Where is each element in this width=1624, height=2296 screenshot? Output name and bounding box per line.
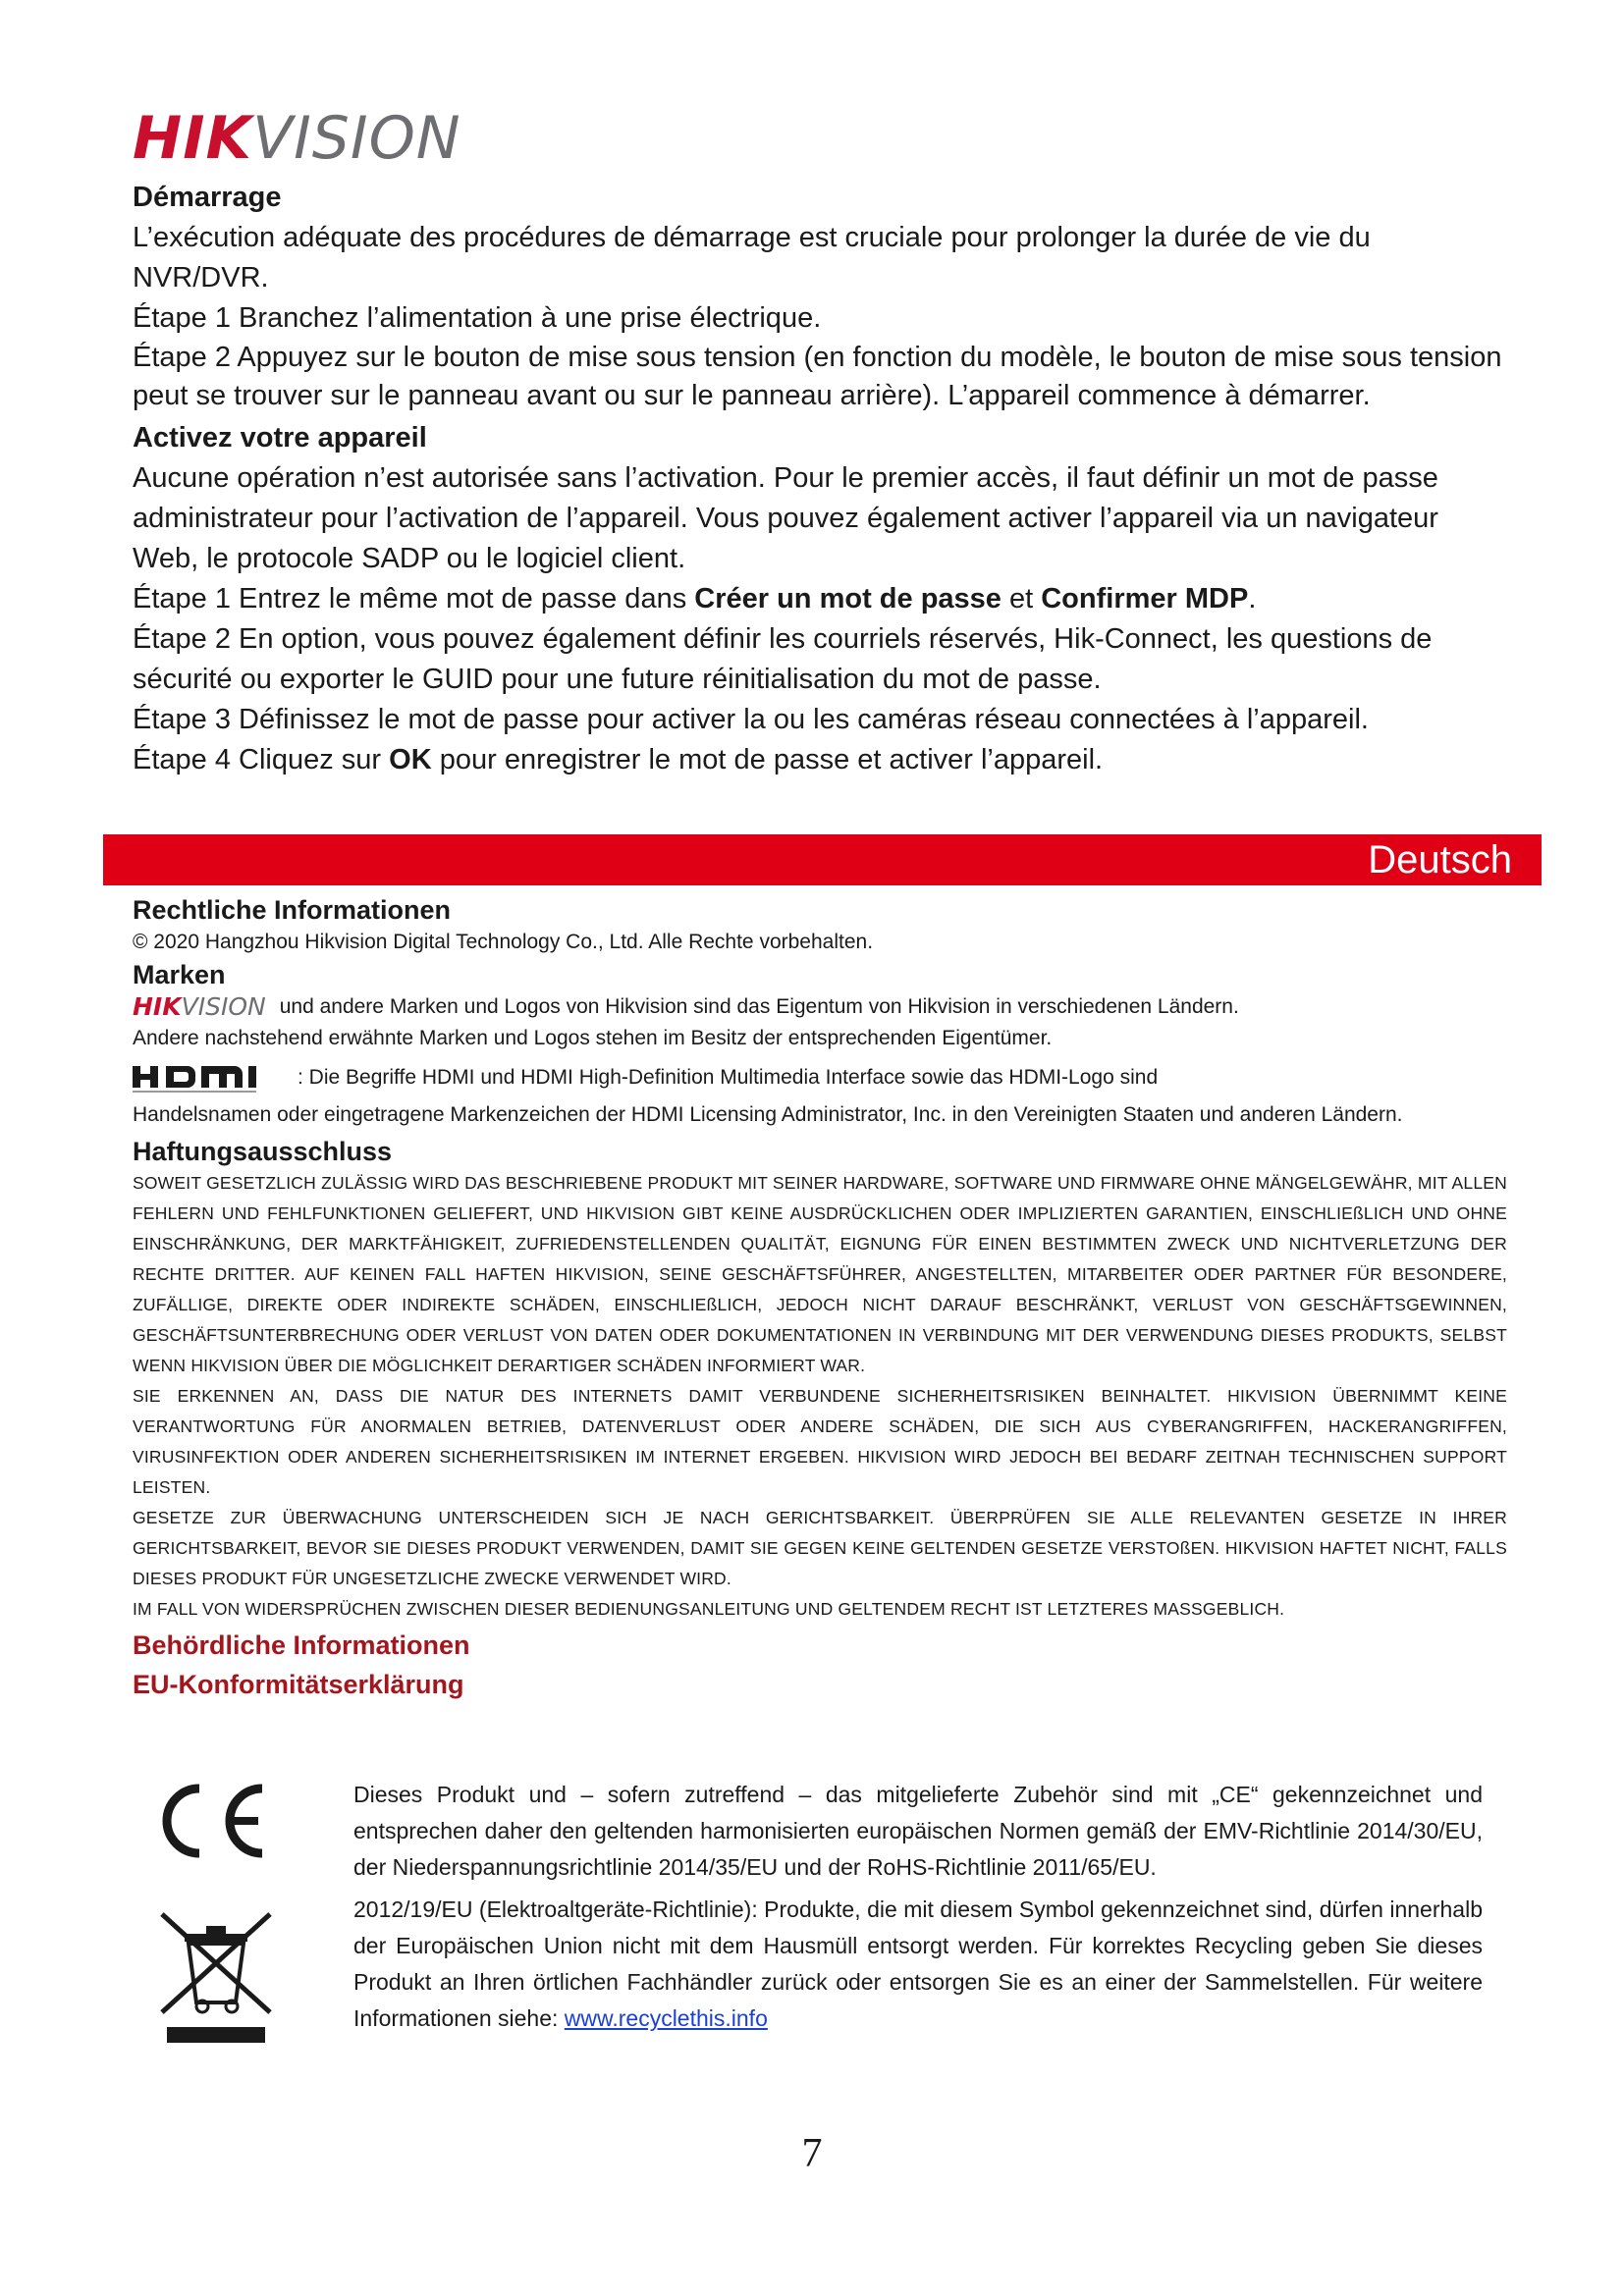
weee-bin-icon — [147, 1904, 285, 2052]
hdmi-row — [133, 1062, 1507, 1095]
activate-step-2: Étape 2 En option, vous pouvez également définir les courriels réservés, Hik-Connect, les questions de sécurité ou exporter le GUID pour une future réinitialisation du mot de passe. — [133, 623, 1433, 695]
heading-eu-conformity: EU-Konformitätserklärung — [133, 1670, 464, 1699]
step1-end: . — [1248, 583, 1257, 614]
heading-activate: Activez votre appareil — [133, 422, 427, 454]
step4-text: Étape 4 Cliquez sur — [133, 744, 390, 775]
page-number: 7 — [801, 2131, 823, 2176]
step1-bold-create: Créer un mot de passe — [694, 583, 1001, 614]
logo-vision: VISION — [252, 104, 461, 173]
activate-step-3: Étape 3 Définissez le mot de passe pour activer la ou les caméras réseau connectées à l’appareil. — [133, 704, 1369, 735]
language-label: Deutsch — [1368, 838, 1512, 881]
hikvision-mini-logo — [133, 991, 266, 1023]
step1-and: et — [1001, 583, 1042, 614]
hdmi-text-1: : Die Begriffe HDMI und HDMI High-Definition Multimedia Interface sowie das HDMI-Logo sind — [298, 1066, 1159, 1089]
disclaimer-4: IM FALL VON WIDERSPRÜCHEN ZWISCHEN DIESER BEDIENUNGSANLEITUNG UND GELTENDEM RECHT IST LETZTERES MASSGEBLICH. — [133, 1599, 1285, 1619]
startup-step-2: Étape 2 Appuyez sur le bouton de mise sous tension (en fonction du modèle, le bouton de mise sous tension peut se trouver sur le panneau avant ou sur le panneau arrière). L’appareil commence à démarrer. — [133, 342, 1502, 411]
recycle-link[interactable]: www.recyclethis.info — [564, 2005, 768, 2031]
mini-logo-hik: HIK — [133, 992, 182, 1021]
eu-text-block — [353, 1777, 1483, 2043]
activate-step-4 — [133, 740, 1507, 780]
heading-startup: Démarrage — [133, 182, 282, 213]
marks-text-2: Andere nachstehend erwähnte Marken und Logos stehen im Besitz der entsprechenden Eigentümer. — [133, 1027, 1053, 1049]
heading-regulatory: Behördliche Informationen — [133, 1630, 470, 1660]
step4-bold-ok: OK — [389, 744, 432, 775]
disclaimer-3: GESETZE ZUR ÜBERWACHUNG UNTERSCHEIDEN SICH JE NACH GERICHTSBARKEIT. ÜBERPRÜFEN SIE ALLE RELEVANTEN GESETZE IN IHRER GERICHTSBARKEIT, BEVOR SIE DIESES PRODUKT VERWENDEN, DAMIT SIE GEGEN KEINE GELTENDEN GESETZE VERSTOßEN. HIKVISION HAFTET NICHT, FALLS DIESES PRODUKT FÜR UNGESETZLICHE ZWECKE VERWENDET WIRD. — [133, 1508, 1507, 1588]
heading-marks: Marken — [133, 960, 226, 989]
hdmi-text-2: Handelsnamen oder eingetragene Markenzeichen der HDMI Licensing Administrator, Inc. in den Vereinigten Staaten und anderen Ländern. — [133, 1103, 1403, 1126]
weee-text: 2012/19/EU (Elektroaltgeräte-Richtlinie): Produkte, die mit diesem Symbol gekennzeichnet sind, dürfen innerhalb der Europäischen Union nicht mit dem Hausmüll entsorgt werden. Für korrektes Recycling geben Sie dieses Produkt an Ihren örtlichen Fachhändler zurück oder entsorgen Sie es an einer der Sammelstellen. Für weitere Informationen siehe: — [353, 1896, 1483, 2031]
step4-end: pour enregistrer le mot de passe et activer l’appareil. — [431, 744, 1104, 775]
hdmi-logo-icon — [133, 1062, 290, 1095]
mini-logo-vision: VISION — [181, 992, 266, 1021]
french-section — [133, 177, 1507, 780]
ce-statement: Dieses Produkt und – sofern zutreffend – das mitgelieferte Zubehör sind mit „CE“ gekennzeichnet und entsprechen daher den geltenden harmonisierten europäischen Normen gemäß der EMV-Richtlinie 2014/30/EU, der Niederspannungsrichtlinie 2014/35/EU und der RoHS-Richtlinie 2011/65/EU. — [353, 1782, 1483, 1880]
step1-text: Étape 1 Entrez le même mot de passe dans — [133, 583, 695, 614]
step1-bold-confirm: Confirmer MDP — [1041, 583, 1249, 614]
disclaimer-1: SOWEIT GESETZLICH ZULÄSSIG WIRD DAS BESCHRIEBENE PRODUKT MIT SEINER HARDWARE, SOFTWARE UND FIRMWARE OHNE MÄNGELGEWÄHR, MIT ALLEN FEHLERN UND FEHLFUNKTIONEN GELIEFERT, UND HIKVISION GIBT KEINE AUSDRÜCKLICHEN ODER IMPLIZIERTEN GARANTIEN, EINSCHLIEßLICH UND OHNE EINSCHRÄNKUNG, DER MARKTFÄHIGKEIT, ZUFRIEDENSTELLENDEN QUALITÄT, EIGNUNG FÜR EINEN BESTIMMTEN ZWECK UND NICHTVERLETZUNG DER RECHTE DRITTER. AUF KEINEN FALL HAFTEN HIKVISION, SEINE GESCHÄFTSFÜHRER, ANGESTELLTEN, MITARBEITER ODER PARTNER FÜR BESONDERE, ZUFÄLLIGE, DIREKTE ODER INDIREKTE SCHÄDEN, EINSCHLIEßLICH, JEDOCH NICHT DARAUF BESCHRÄNKT, VERLUST VON GESCHÄFTSGEWINNEN, GESCHÄFTSUNTERBRECHUNG ODER VERLUST VON DATEN ODER DOKUMENTATIONEN IN VERBINDUNG MIT DER VERWENDUNG DIESES PRODUKTS, SELBST WENN HIKVISION ÜBER DIE MÖGLICHKEIT DERARTIGER SCHÄDEN INFORMIERT WAR. — [133, 1173, 1507, 1375]
weee-statement — [353, 1892, 1483, 2037]
german-section — [133, 893, 1507, 1701]
startup-intro: L’exécution adéquate des procédures de démarrage est cruciale pour prolonger la durée de vie du NVR/DVR. — [133, 222, 1371, 294]
startup-step-1: Étape 1 Branchez l’alimentation à une prise électrique. — [133, 302, 822, 334]
logo-hik: HIK — [133, 104, 253, 173]
copyright: © 2020 Hangzhou Hikvision Digital Technology Co., Ltd. Alle Rechte vorbehalten. — [133, 931, 874, 953]
hikvision-logo — [133, 104, 486, 173]
activate-step-1 — [133, 579, 1507, 619]
marks-text-1: und andere Marken und Logos von Hikvision sind das Eigentum von Hikvision in verschiedenen Ländern. — [279, 995, 1239, 1018]
marks-row — [133, 991, 1507, 1023]
heading-disclaimer: Haftungsausschluss — [133, 1137, 393, 1166]
disclaimer-2: SIE ERKENNEN AN, DASS DIE NATUR DES INTERNETS DAMIT VERBUNDENE SICHERHEITSRISIKEN BEINHALTET. HIKVISION ÜBERNIMMT KEINE VERANTWORTUNG FÜR ANORMALEN BETRIEB, DATENVERLUST ODER ANDERE SCHÄDEN, DIE SICH AUS CYBERANGRIFFEN, HACKERANGRIFFEN, VIRUSINFEKTION ODER ANDEREN SICHERHEITSRISIKEN IM INTERNET ERGEBEN. HIKVISION WIRD JEDOCH BEI BEDARF ZEITNAH TECHNISCHEN SUPPORT LEISTEN. — [133, 1386, 1507, 1497]
heading-legal: Rechtliche Informationen — [133, 895, 452, 925]
ce-mark-icon — [142, 1777, 280, 1865]
activate-intro: Aucune opération n’est autorisée sans l’activation. Pour le premier accès, il faut définir un mot de passe administrateur pour l’activation de l’appareil. Vous pouvez également activer l’appareil via un navigateur Web, le protocole SADP ou le logiciel client. — [133, 462, 1438, 574]
language-banner — [103, 834, 1542, 885]
